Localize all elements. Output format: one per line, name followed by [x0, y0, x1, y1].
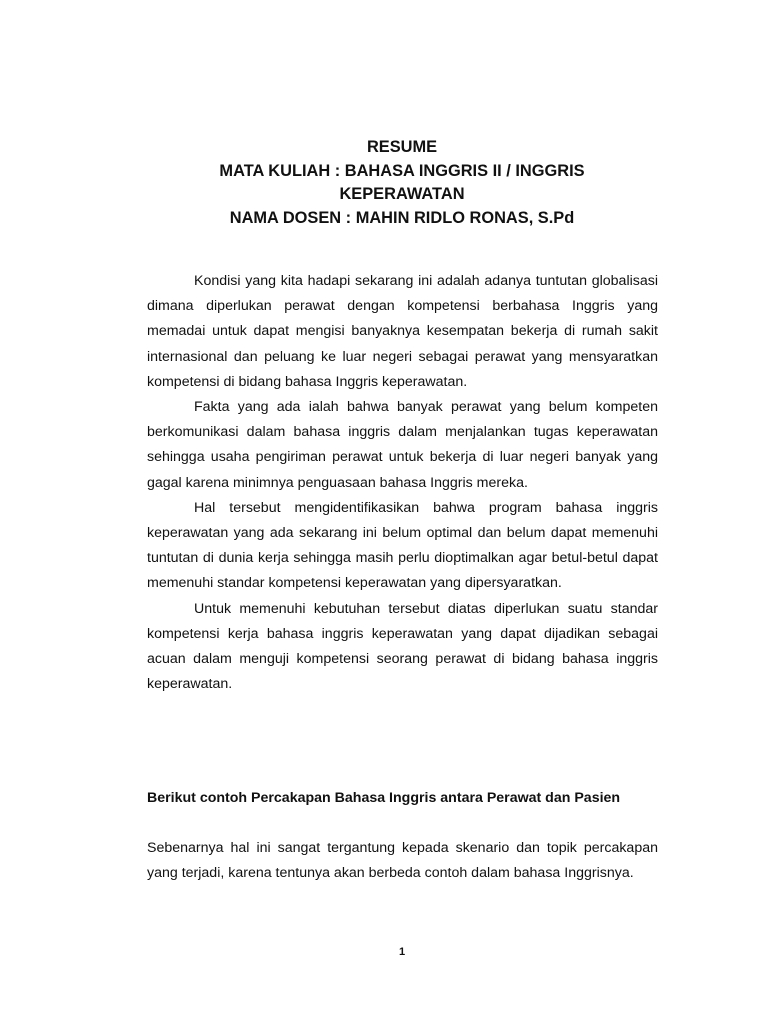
header-course-continued: KEPERAWATAN — [339, 185, 465, 203]
header-title: RESUME — [366, 138, 438, 156]
section-body: Sebenarnya hal ini sangat tergantung kepada skenario dan topik percakapan yang terjadi, karena tentunya akan berbeda contoh dalam bahasa Inggrisnya. — [147, 840, 658, 882]
paragraph-2: Fakta yang ada ialah bahwa banyak perawat yang belum kompeten berkomunikasi dalam bahasa inggris dalam menjalankan tugas keperawatan sehingga usaha pengiriman perawat untuk bekerja di luar negeri banyak yang gagal karena minimnya penguasaan bahasa Inggris mereka. — [147, 399, 658, 491]
header-lecturer: NAMA DOSEN : MAHIN RIDLO RONAS, S.Pd — [229, 208, 575, 227]
paragraph-1: Kondisi yang kita hadapi sekarang ini adalah adanya tuntutan globalisasi dimana diperlukan perawat dengan kompetensi berbahasa Inggris yang memadai untuk dapat mengisi banyaknya kesempatan bekerja di rumah sakit internasional dan peluang ke luar negeri sebagai perawat yang mensyaratkan kompetensi di bidang bahasa Inggris keperawatan. — [147, 273, 658, 390]
section-heading: Berikut contoh Percakapan Bahasa Inggris antara Perawat dan Pasien — [147, 790, 621, 806]
body-text — [147, 269, 658, 697]
paragraph-3: Hal tersebut mengidentifikasikan bahwa program bahasa inggris keperawatan yang ada sekarang ini belum optimal dan belum dapat memenuhi tuntutan di dunia kerja sehingga masih perlu dioptimalkan agar betul-betul dapat memenuhi standar kompetensi keperawatan yang dipersyaratkan. — [147, 499, 658, 592]
paragraph-4: Untuk memenuhi kebutuhan tersebut diatas diperlukan suatu standar kompetensi kerja bahasa inggris keperawatan yang dapat dijadikan sebagai acuan dalam menguji kompetensi seorang perawat di bidang bahasa inggris keperawatan. — [147, 600, 658, 693]
page-number: 1 — [398, 946, 406, 958]
header-course: MATA KULIAH : BAHASA INGGRIS II / INGGRIS — [219, 161, 585, 180]
document-header — [0, 136, 768, 230]
